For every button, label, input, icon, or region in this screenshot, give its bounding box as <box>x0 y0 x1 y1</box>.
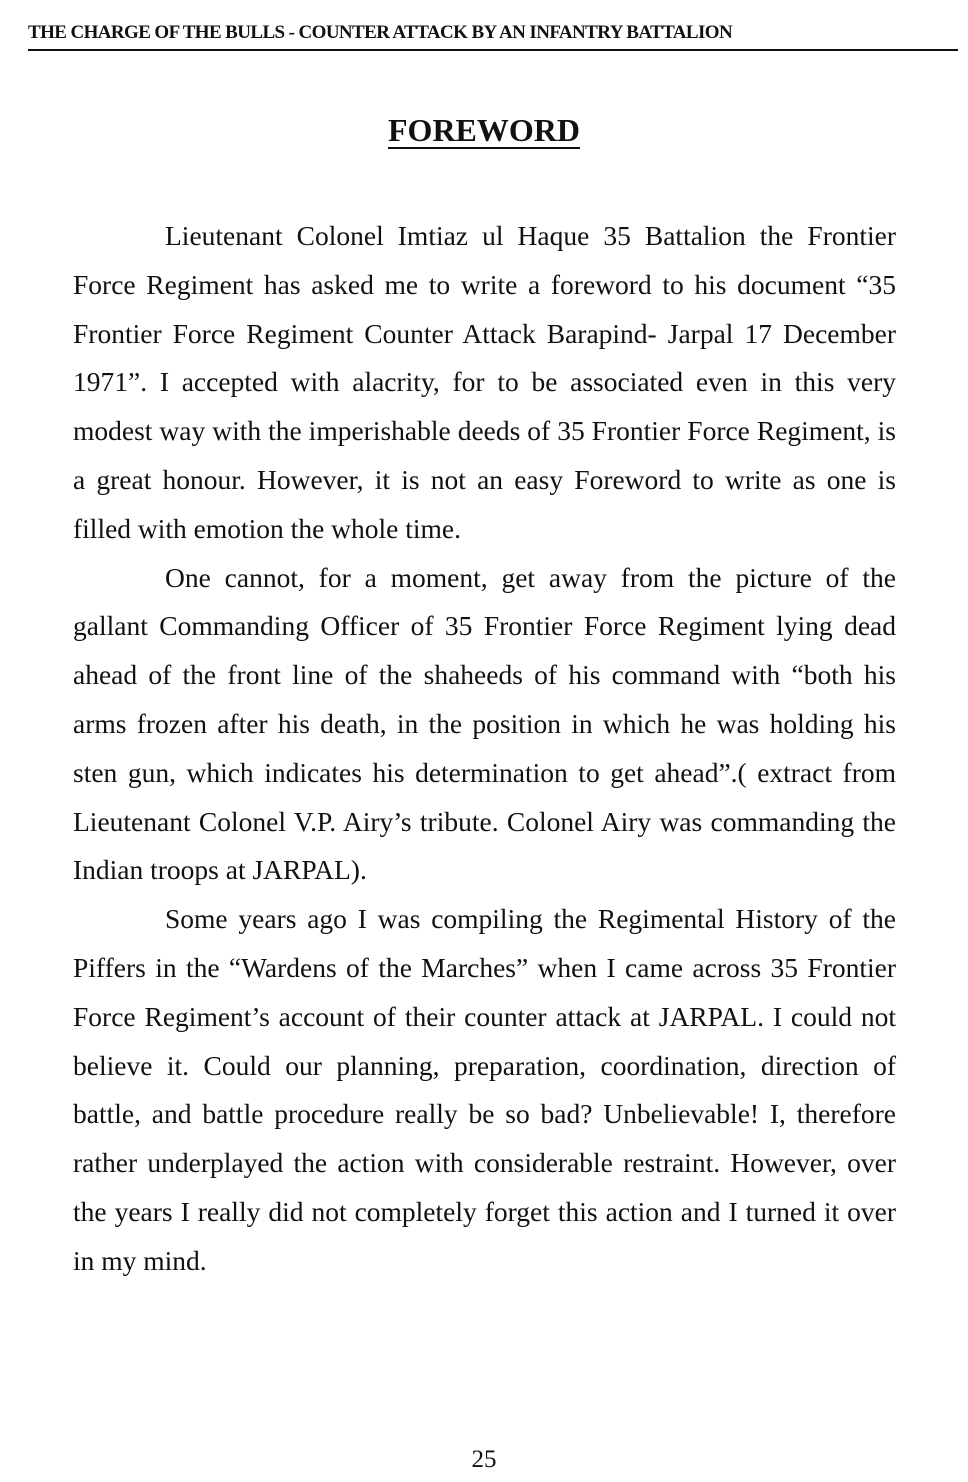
page-number: 25 <box>471 1446 497 1473</box>
body-text <box>73 212 896 1286</box>
paragraph: Some years ago I was compiling the Regimental History of the Piffers in the “Wardens of the Marches” when I came across 35 Frontier Force Regiment’s account of their counter attack at JARPAL. I could not believe it. Could our planning, preparation, coordination, direction of battle, and battle procedure really be so bad? Unbelievable! I, therefore rather underplayed the action with considerable restraint. However, over the years I really did not completely forget this action and I turned it over in my mind. <box>73 903 896 1276</box>
page-title-text: FOREWORD <box>388 112 580 148</box>
page-title <box>0 110 968 150</box>
header-rule <box>28 49 958 51</box>
paragraph: Lieutenant Colonel Imtiaz ul Haque 35 Battalion the Frontier Force Regiment has asked me to write a foreword to his document “35 Frontier Force Regiment Counter Attack Barapind- Jarpal 17 December 1971”. I accepted with alacrity, for to be associated even in this very modest way with the imperishable deeds of 35 Frontier Force Regiment, is a great honour. However, it is not an easy Foreword to write as one is filled with emotion the whole time. <box>73 220 896 544</box>
paragraph: One cannot, for a moment, get away from the picture of the gallant Commanding Officer of 35 Frontier Force Regiment lying dead ahead of the front line of the shaheeds of his command with “both his arms frozen after his death, in the position in which he was holding his sten gun, which indicates his determination to get ahead”.( extract from Lieutenant Colonel V.P. Airy’s tribute. Colonel Airy was commanding the Indian troops at JARPAL). <box>73 561 896 886</box>
running-header: THE CHARGE OF THE BULLS - COUNTER ATTACK BY AN INFANTRY BATTALION <box>28 22 733 43</box>
